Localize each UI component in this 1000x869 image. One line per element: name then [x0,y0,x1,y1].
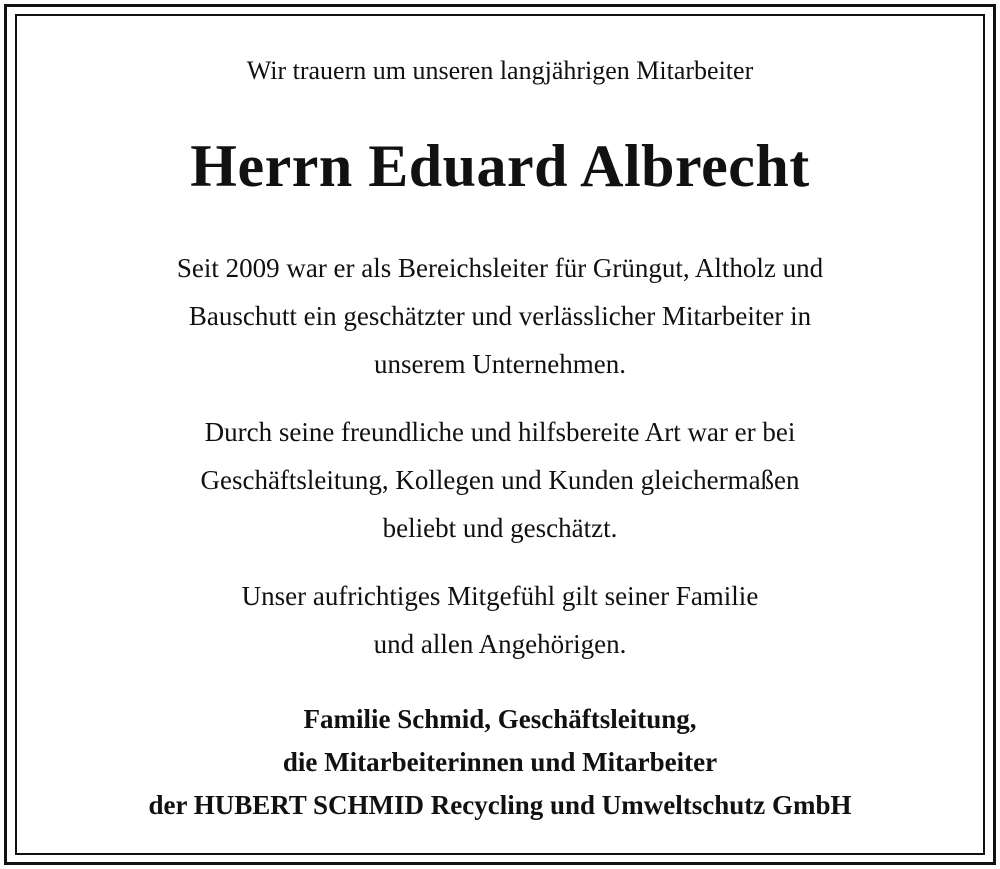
paragraph-line: Geschäftsleitung, Kollegen und Kunden gleichermaßen [200,465,800,495]
paragraph-character [17,408,983,552]
paragraph-line: und allen Angehörigen. [373,629,627,659]
paragraph-line: Seit 2009 war er als Bereichsleiter für Grüngut, Altholz und [176,253,824,283]
paragraph-line: Bauschutt ein geschätzter und verlässlicher Mitarbeiter in [188,301,812,331]
paragraph-career [17,244,983,388]
signature-line: Familie Schmid, Geschäftsleitung, [303,704,697,734]
signature-line: die Mitarbeiterinnen und Mitarbeiter [282,747,718,777]
deceased-name: Herrn Eduard Albrecht [190,133,810,199]
intro-line: Wir trauern um unseren langjährigen Mitarbeiter [246,56,754,85]
paragraph-line: Unser aufrichtiges Mitgefühl gilt seiner Familie [241,581,759,611]
paragraph-line: Durch seine freundliche und hilfsbereite Art war er bei [204,417,796,447]
signature-block [17,698,983,827]
paragraph-line: unserem Unternehmen. [374,349,626,379]
signature-line: der HUBERT SCHMID Recycling und Umweltschutz GmbH [148,790,852,820]
paragraph-line: beliebt und geschätzt. [382,513,618,543]
paragraph-condolence [17,572,983,668]
